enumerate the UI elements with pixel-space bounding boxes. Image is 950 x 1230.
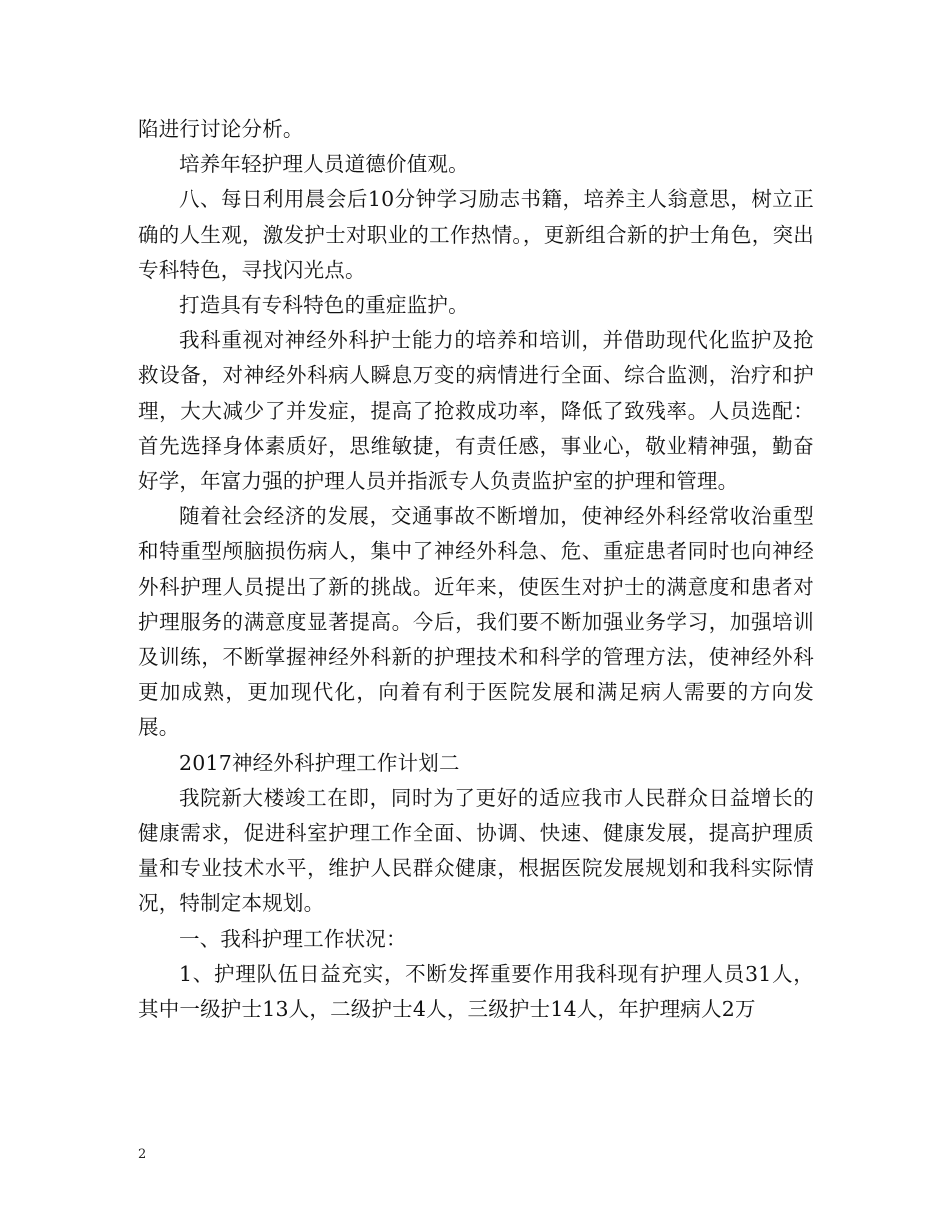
document-body [138, 112, 814, 1027]
paragraph-continuation: 陷进行讨论分析。 [138, 117, 304, 141]
paragraph-training: 我科重视对神经外科护士能力的培养和培训，并借助现代化监护及抢救设备，对神经外科病人瞬息万变的病情进行全面、综合监测，治疗和护理，大大减少了并发症，提高了抢救成功率，降低了致残率。人员选配：首先选择身体素质好，思维敏捷，有责任感，事业心，敬业精神强，勤奋好学，年富力强的护理人员并指派专人负责监护室的护理和管理。 [138, 328, 814, 494]
paragraph-challenges: 随着社会经济的发展，交通事故不断增加，使神经外科经常收治重型和特重型颅脑损伤病人，集中了神经外科急、危、重症患者同时也向神经外科护理人员提出了新的挑战。近年来，使医生对护士的满意度和患者对护理服务的满意度显著提高。今后，我们要不断加强业务学习，加强培训及训练，不断掌握神经外科新的护理技术和科学的管理方法，使神经外科更加成熟，更加现代化，向着有利于医院发展和满足病人需要的方向发展。 [138, 504, 814, 740]
paragraph-staff: 1、护理队伍日益充实，不断发挥重要作用我科现有护理人员31人，其中一级护士13人，二级护士4人，三级护士14人，年护理病人2万 [138, 961, 814, 1022]
section-heading-status: 一、我科护理工作状况： [179, 926, 407, 951]
paragraph-icu-specialty: 打造具有专科特色的重症监护。 [179, 293, 469, 318]
paragraph-plan-intro: 我院新大楼竣工在即，同时为了更好的适应我市人民群众日益增长的健康需求，促进科室护理工作全面、协调、快速、健康发展，提高护理质量和专业技术水平，维护人民群众健康，根据医院发展规划和我科实际情况，特制定本规划。 [138, 785, 814, 916]
section-heading-plan-two: 2017神经外科护理工作计划二 [179, 750, 460, 775]
page-number: 2 [138, 1147, 147, 1162]
paragraph-item-eight: 八、每日利用晨会后10分钟学习励志书籍，培养主人翁意思，树立正确的人生观，激发护士对职业的工作热情。，更新组合新的护士角色，突出专科特色，寻找闪光点。 [138, 187, 814, 282]
paragraph-moral-values: 培养年轻护理人员道德价值观。 [179, 152, 469, 177]
